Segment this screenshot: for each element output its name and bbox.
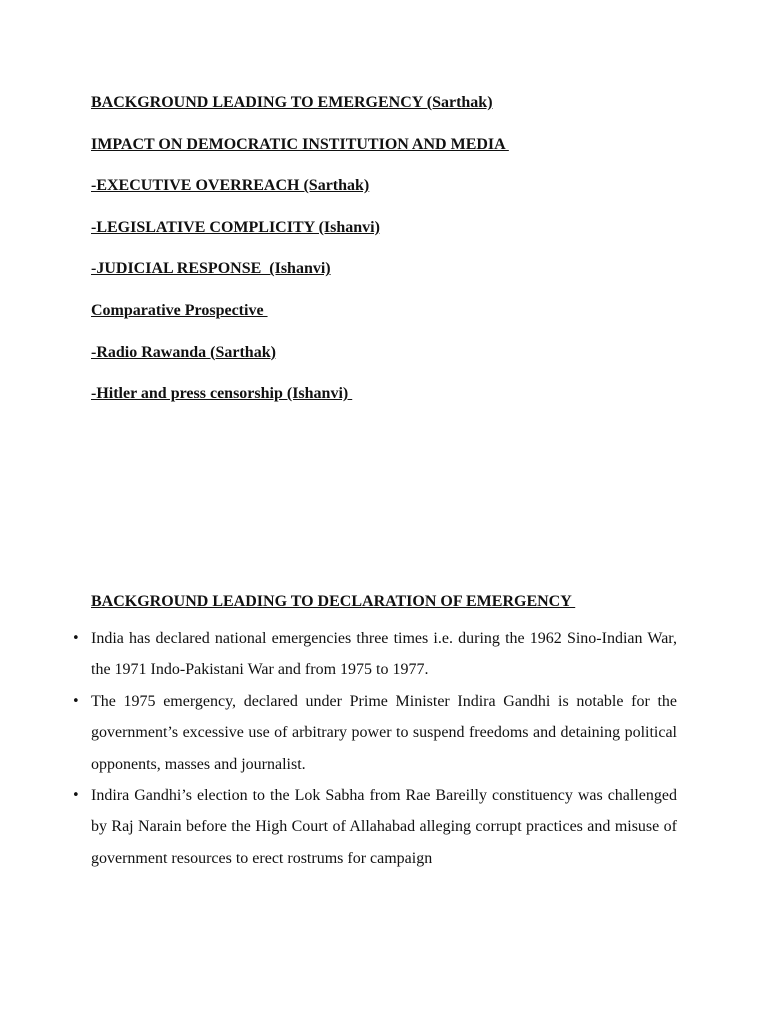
list-item: [72, 686, 677, 780]
list-item: [72, 780, 677, 874]
outline-heading-background: BACKGROUND LEADING TO EMERGENCY (Sarthak): [91, 94, 493, 111]
bullet-marker: •: [72, 693, 80, 709]
bullet-list: [72, 623, 677, 874]
bullet-marker: •: [72, 788, 80, 804]
outline-item-executive-overreach: -EXECUTIVE OVERREACH (Sarthak): [91, 177, 370, 195]
outline-heading-comparative: Comparative Prospective: [91, 301, 268, 319]
list-item-text: Indira Gandhi’s election to the Lok Sabha from Rae Bareilly constituency was challenged by Raj Narain before the High Court of Allahabad alleging corrupt practices and misuse of government resources to erect rostrums for campaign: [91, 787, 677, 867]
background-section: [72, 592, 677, 874]
outline-item-judicial-response: -JUDICIAL RESPONSE (Ishanvi): [91, 260, 331, 278]
list-item-text: India has declared national emergencies three times i.e. during the 1962 Sino-Indian War, the 1971 Indo-Pakistani War and from 1975 to 1977.: [91, 630, 677, 679]
outline-item-legislative-complicity: -LEGISLATIVE COMPLICITY (Ishanvi): [91, 218, 380, 236]
list-item: [72, 623, 677, 686]
topic-outline: [91, 93, 691, 426]
bullet-marker: •: [72, 631, 80, 646]
section-heading: BACKGROUND LEADING TO DECLARATION OF EMERGENCY: [91, 593, 576, 610]
outline-item-hitler-censorship: -Hitler and press censorship (Ishanvi): [91, 385, 353, 403]
outline-heading-impact: IMPACT ON DEMOCRATIC INSTITUTION AND MEDIA: [91, 135, 509, 153]
outline-item-radio-rwanda: -Radio Rawanda (Sarthak): [91, 343, 276, 361]
list-item-text: The 1975 emergency, declared under Prime Minister Indira Gandhi is notable for the government’s excessive use of arbitrary power to suspend freedoms and detaining political opponents, masses and journalist.: [91, 692, 677, 773]
